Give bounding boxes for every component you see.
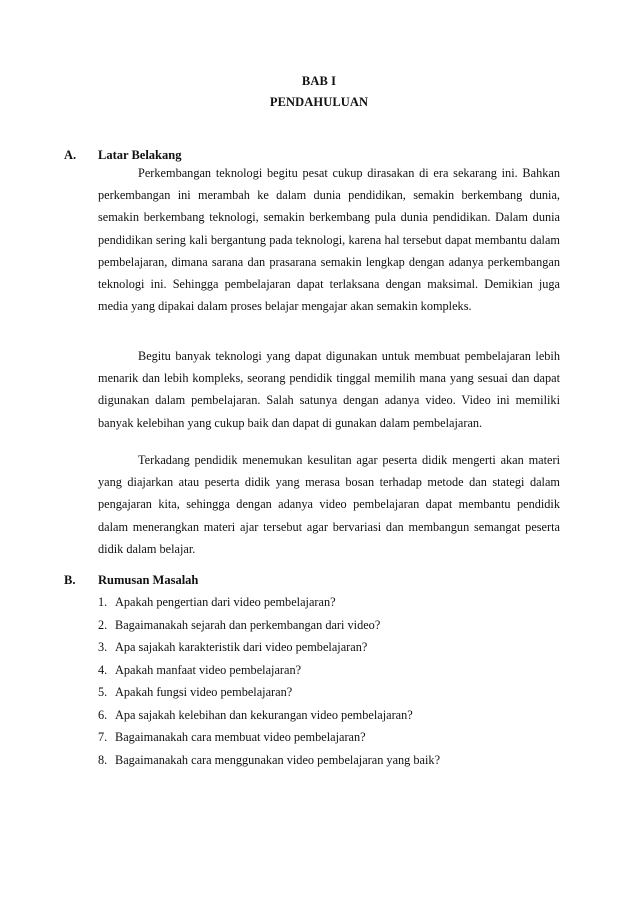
section-b-heading — [64, 573, 198, 588]
section-a-letter: A. — [64, 148, 77, 162]
list-item — [98, 704, 440, 727]
list-item-text: Bagaimanakah cara menggunakan video pembelajaran yang baik? — [115, 752, 441, 767]
section-b-title: Rumusan Masalah — [98, 573, 199, 587]
list-item-text: Apakah pengertian dari video pembelajaran? — [115, 595, 336, 609]
list-item-number: 6. — [98, 707, 108, 722]
section-a-heading — [64, 148, 181, 163]
list-item — [98, 749, 440, 772]
chapter-title: PENDAHULUAN — [269, 95, 369, 109]
background-paragraph-3: Terkadang pendidik menemukan kesulitan agar peserta didik mengerti akan materi yang diajarkan atau peserta didik yang merasa bosan terhadap metode dan stategi dalam pengajaran kita, sehingga dengan adanya video pembelajaran dapat membantu pendidik dalam menerangkan materi ajar tersebut agar bervariasi dan membangun semangat peserta didik dalam belajar. — [98, 453, 560, 556]
section-b-letter: B. — [64, 573, 76, 587]
problem-statement-list — [98, 591, 440, 771]
list-item — [98, 591, 440, 614]
list-item — [98, 636, 440, 659]
list-item-text: Apa sajakah karakteristik dari video pembelajaran? — [115, 640, 368, 654]
list-item-text: Bagaimanakah cara membuat video pembelajaran? — [115, 730, 366, 744]
list-item-number: 3. — [98, 640, 108, 654]
list-item-text: Apakah fungsi video pembelajaran? — [115, 685, 293, 699]
list-item-text: Apa sajakah kelebihan dan kekurangan video pembelajaran? — [115, 707, 413, 722]
list-item — [98, 726, 440, 749]
list-item-number: 8. — [98, 752, 108, 767]
list-item-number: 2. — [98, 617, 108, 632]
list-item-text: Bagaimanakah sejarah dan perkembangan dari video? — [115, 617, 381, 632]
list-item — [98, 614, 440, 637]
background-paragraph-2: Begitu banyak teknologi yang dapat digunakan untuk membuat pembelajaran lebih menarik dan lebih kompleks, seorang pendidik tinggal memilih mana yang sesuai dan dapat digunakan dalam pembelajaran. Salah satunya dengan adanya video. Video ini memiliki banyak kelebihan yang cukup baik dan dapat di gunakan dalam pembelajaran. — [98, 349, 560, 430]
list-item-number: 5. — [98, 685, 108, 699]
list-item-number: 4. — [98, 662, 108, 677]
list-item — [98, 681, 440, 704]
list-item-number: 1. — [98, 595, 108, 609]
chapter-number: BAB I — [301, 74, 337, 88]
list-item — [98, 659, 440, 682]
section-a-title: Latar Belakang — [98, 148, 182, 162]
list-item-number: 7. — [98, 730, 108, 744]
background-paragraph-1: Perkembangan teknologi begitu pesat cukup dirasakan di era sekarang ini. Bahkan perkembangan ini merambah ke dalam dunia pendidikan, semakin berkembang dunia, semakin berkembang teknologi, semakin berkembang pula dunia pendidikan. Dalam dunia pendidikan sering kali bergantung pada teknologi, karena hal tersebut dapat membantu dalam pembelajaran, dimana sarana dan prasarana semakin lengkap dengan adanya perkembangan teknologi ini. Sehingga pembelajaran dapat terlaksana dengan maksimal. Demikian juga media yang dipakai dalam proses belajar mengajar akan semakin kompleks. — [98, 166, 560, 314]
list-item-text: Apakah manfaat video pembelajaran? — [115, 662, 302, 677]
